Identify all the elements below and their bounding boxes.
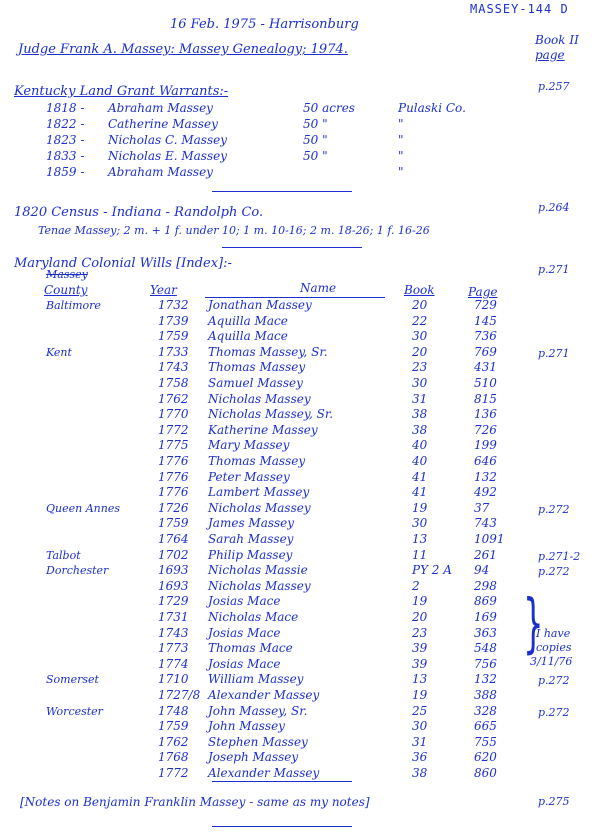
will-name: James Massey [208, 516, 295, 531]
will-page: 729 [474, 298, 497, 312]
will-book: 41 [412, 469, 428, 484]
col-year: Year [150, 283, 177, 297]
will-book: 36 [412, 750, 428, 765]
land-grants-page-ref: p.257 [538, 80, 570, 93]
struck-word: Massey [46, 268, 88, 281]
will-page: 1091 [474, 532, 505, 546]
will-page: 548 [474, 641, 497, 656]
will-year: 1748 [158, 703, 189, 718]
will-name: Aquilla Mace [208, 329, 288, 344]
will-name: Peter Massey [208, 469, 290, 484]
grant-year: 1823 - [46, 133, 85, 147]
will-county: Kent [46, 345, 72, 359]
will-book: 38 [412, 407, 428, 422]
section-divider [212, 191, 352, 192]
grant-name: Abraham Massey [108, 101, 213, 115]
will-page: 136 [474, 407, 497, 422]
will-page: 860 [474, 766, 497, 780]
will-book: PY 2 A [412, 563, 452, 578]
date-place: 16 Feb. 1975 - Harrisonburg [170, 17, 359, 32]
will-year: 1729 [158, 594, 189, 609]
will-year: 1693 [158, 563, 189, 578]
will-year: 1770 [158, 407, 189, 422]
will-page: 665 [474, 719, 497, 734]
will-book: 13 [412, 672, 428, 687]
will-page: 769 [474, 344, 497, 359]
will-name: Nicholas Massie [208, 563, 308, 578]
will-name: Josias Mace [208, 656, 281, 671]
will-page-ref: p.272 [538, 674, 570, 688]
will-year: 1762 [158, 391, 189, 406]
grant-name: Nicholas C. Massey [108, 133, 227, 147]
will-page: 169 [474, 610, 497, 624]
will-page: 726 [474, 422, 497, 437]
will-book: 41 [412, 485, 428, 500]
will-name: Nicholas Mace [208, 610, 299, 624]
will-year: 1772 [158, 766, 189, 780]
col-page: Page [468, 285, 498, 299]
grant-year: 1818 - [46, 101, 85, 115]
will-name: Jonathan Massey [208, 298, 312, 312]
will-page: 620 [474, 750, 497, 765]
will-book: 22 [412, 313, 428, 328]
census-page-ref: p.264 [538, 201, 570, 214]
will-name: Aquilla Mace [208, 313, 288, 328]
will-book: 40 [412, 438, 428, 453]
will-year: 1726 [158, 500, 189, 515]
grant-name: Abraham Massey [108, 165, 213, 179]
side-note-line-2: copies [536, 641, 572, 654]
grant-year: 1833 - [46, 149, 85, 163]
will-name: Philip Massey [208, 547, 293, 562]
will-year: 1759 [158, 719, 189, 734]
col-county: County [44, 283, 88, 297]
will-page: 736 [474, 329, 497, 344]
will-book: 23 [412, 360, 428, 375]
will-name: John Massey, Sr. [208, 703, 308, 718]
will-page: 743 [474, 516, 497, 531]
bracket-mark: } [523, 587, 544, 661]
grant-county: " [398, 165, 404, 179]
will-page: 132 [474, 469, 497, 484]
will-page-ref: p.272 [538, 502, 570, 516]
will-book: 25 [412, 703, 428, 718]
will-book: 30 [412, 516, 428, 531]
will-page: 510 [474, 376, 497, 390]
land-grants-heading: Kentucky Land Grant Warrants:- [14, 84, 229, 99]
will-year: 1759 [158, 329, 189, 344]
will-year: 1758 [158, 376, 189, 390]
will-book: 19 [412, 500, 428, 515]
will-year: 1776 [158, 485, 189, 500]
will-year: 1739 [158, 313, 189, 328]
book-label: Book II [535, 33, 579, 47]
will-page-ref: p.272 [538, 565, 570, 579]
will-book: 30 [412, 719, 428, 734]
will-page: 755 [474, 734, 497, 749]
grant-county: " [398, 117, 404, 131]
will-year: 1772 [158, 422, 189, 437]
will-book: 40 [412, 454, 428, 468]
census-line-2: Tenae Massey; 2 m. + 1 f. under 10; 1 m. 10-16; 2 m. 18-26; 1 f. 16-26 [38, 224, 430, 237]
will-book: 19 [412, 594, 428, 609]
will-book: 20 [412, 610, 428, 624]
will-name: Thomas Massey, Sr. [208, 344, 328, 359]
will-book: 38 [412, 422, 428, 437]
will-page: 815 [474, 391, 497, 406]
source-citation: Judge Frank A. Massey: Massey Genealogy; 1974. [18, 42, 348, 57]
will-year: 1762 [158, 734, 189, 749]
file-id: MASSEY-144 D [470, 2, 569, 16]
will-page: 492 [474, 485, 497, 500]
will-page: 261 [474, 547, 497, 562]
will-book: 23 [412, 625, 428, 640]
will-page: 298 [474, 578, 497, 593]
will-year: 1731 [158, 610, 189, 624]
will-page: 132 [474, 672, 497, 687]
will-name: Thomas Massey [208, 360, 306, 375]
will-book: 38 [412, 766, 428, 780]
will-name: Stephen Massey [208, 734, 308, 749]
will-name: Sarah Massey [208, 532, 294, 546]
will-page: 145 [474, 313, 497, 328]
will-county: Dorchester [46, 564, 109, 578]
will-name: Nicholas Massey [208, 500, 311, 515]
will-year: 1702 [158, 547, 189, 562]
will-page: 199 [474, 438, 497, 453]
will-name: Nicholas Massey, Sr. [208, 407, 334, 422]
will-name: Samuel Massey [208, 376, 303, 390]
will-page: 363 [474, 625, 497, 640]
will-year: 1759 [158, 516, 189, 531]
section-divider [222, 247, 362, 248]
grant-county: " [398, 133, 404, 147]
section-divider [212, 781, 352, 782]
will-book: 20 [412, 344, 428, 359]
will-county: Talbot [46, 548, 81, 562]
col-name: Name [300, 281, 337, 295]
will-name: Thomas Mace [208, 641, 293, 656]
will-book: 30 [412, 376, 428, 390]
will-page: 37 [474, 500, 490, 515]
wills-page-ref: p.271 [538, 263, 570, 276]
page-label: page [535, 48, 565, 62]
will-name: Josias Mace [208, 594, 281, 609]
grant-year: 1859 - [46, 165, 85, 179]
will-book: 2 [412, 578, 420, 593]
will-name: Josias Mace [208, 625, 281, 640]
grant-name: Nicholas E. Massey [108, 149, 228, 163]
grant-acres: 50 acres [303, 101, 355, 115]
will-page: 869 [474, 594, 497, 609]
will-page-ref: p.272 [538, 705, 570, 719]
will-year: 1732 [158, 298, 189, 312]
will-name: Nicholas Massey [208, 578, 311, 593]
side-note-line-1: I have [536, 627, 571, 640]
will-year: 1710 [158, 672, 189, 687]
grant-acres: 50 " [303, 133, 328, 147]
will-year: 1727/8 [158, 688, 201, 702]
will-book: 11 [412, 547, 428, 562]
will-page: 94 [474, 563, 490, 578]
side-note-line-3: 3/11/76 [530, 655, 573, 668]
will-name: Lambert Massey [208, 485, 310, 500]
will-year: 1768 [158, 750, 189, 765]
will-name: Joseph Massey [208, 750, 299, 765]
will-page-ref: p.271-2 [538, 549, 581, 563]
will-year: 1764 [158, 532, 189, 546]
will-page: 646 [474, 454, 497, 468]
footer-note: [Notes on Benjamin Franklin Massey - same as my notes] [20, 795, 370, 809]
will-name: Katherine Massey [208, 422, 318, 437]
will-year: 1774 [158, 656, 189, 671]
section-divider [212, 826, 352, 827]
will-page: 756 [474, 656, 497, 671]
grant-county: Pulaski Co. [398, 101, 466, 115]
col-book: Book [404, 283, 435, 297]
will-year: 1733 [158, 344, 189, 359]
will-name: John Massey [208, 719, 285, 734]
will-book: 30 [412, 329, 428, 344]
grant-county: " [398, 149, 404, 163]
will-page-ref: p.271 [538, 346, 570, 360]
will-page: 388 [474, 688, 497, 702]
will-name: Alexander Massey [208, 688, 320, 702]
grant-name: Catherine Massey [108, 117, 218, 131]
will-book: 13 [412, 532, 428, 546]
footer-page-ref: p.275 [538, 795, 570, 808]
will-year: 1775 [158, 438, 189, 453]
will-name: William Massey [208, 672, 304, 687]
will-name: Alexander Massey [208, 766, 320, 780]
census-line-1: 1820 Census - Indiana - Randolph Co. [14, 205, 264, 220]
will-page: 431 [474, 360, 497, 375]
will-year: 1776 [158, 469, 189, 484]
will-name: Thomas Massey [208, 454, 306, 468]
will-year: 1773 [158, 641, 189, 656]
will-year: 1693 [158, 578, 189, 593]
will-county: Queen Annes [46, 501, 120, 515]
will-page: 328 [474, 703, 497, 718]
will-year: 1743 [158, 360, 189, 375]
grant-acres: 50 " [303, 117, 328, 131]
will-book: 20 [412, 298, 428, 312]
will-book: 31 [412, 734, 428, 749]
will-name: Nicholas Massey [208, 391, 311, 406]
wills-heading: Maryland Colonial Wills [Index]:- [14, 256, 232, 271]
will-county: Baltimore [46, 299, 101, 312]
grant-acres: 50 " [303, 149, 328, 163]
will-year: 1776 [158, 454, 189, 468]
will-county: Somerset [46, 673, 99, 687]
will-name: Mary Massey [208, 438, 290, 453]
will-book: 39 [412, 641, 428, 656]
will-book: 31 [412, 391, 428, 406]
will-year: 1743 [158, 625, 189, 640]
grant-year: 1822 - [46, 117, 85, 131]
will-book: 19 [412, 688, 428, 702]
will-county: Worcester [46, 704, 103, 718]
will-book: 39 [412, 656, 428, 671]
